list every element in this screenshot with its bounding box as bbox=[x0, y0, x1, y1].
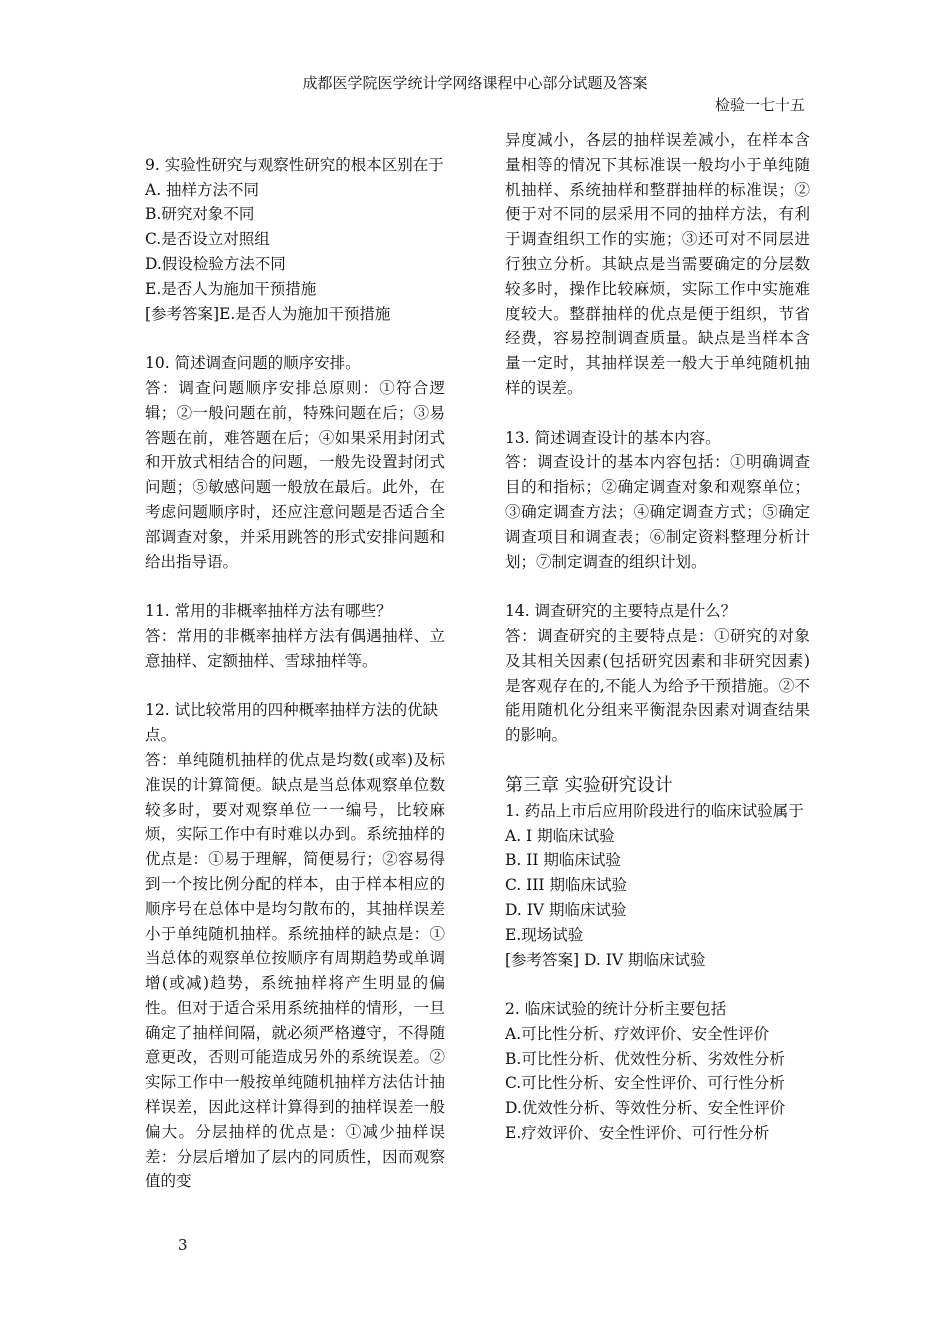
question-text: 2. 临床试验的统计分析主要包括 bbox=[505, 1000, 727, 1019]
option-e: E.现场试验 bbox=[505, 925, 584, 944]
answer-text: 答：调查研究的主要特点是：①研究的对象及其相关因素(包括研究因素和非研究因素)是客观存在的,不能人为给予干预措施。②不能用随机化分组来平衡混杂因素对调查结果的影响。 bbox=[505, 626, 810, 745]
question-text: 9. 实验性研究与观察性研究的根本区别在于 bbox=[145, 155, 444, 174]
question-text: 11. 常用的非概率抽样方法有哪些？ bbox=[145, 602, 392, 621]
answer-text: 答：单纯随机抽样的优点是均数(或率)及标准误的计算简便。缺点是当总体观察单位数较多时，要对观察单位一一编号，比较麻烦，实际工作中有时难以办到。系统抽样的优点是：①易于理解，简便易行；②容易得到一个按比例分配的样本，由于样本相应的顺序号在总体中是均匀散布的，其抽样误差小于单纯随机抽样。系统抽样的缺点是：①当总体的观察单位按顺序有周期趋势或单调增(或减)趋势，系统抽样将产生明显的偏性。但对于适合采用系统抽样的情形，一旦确定了抽样间隔，就必须严格遵守，不得随意更改，否则可能造成另外的系统误差。②实际工作中一般按单纯随机抽样方法估计抽样误差，因此这样计算得到的抽样误差一般偏大。分层抽样的优点是：①减少抽样误差：分层后增加了层内的同质性，因而观察值的变 bbox=[145, 750, 445, 1191]
question-10 bbox=[145, 351, 445, 574]
question-12 bbox=[145, 698, 445, 1194]
question-9 bbox=[145, 153, 445, 327]
option-e: E.疗效评价、安全性评价、可行性分析 bbox=[505, 1124, 770, 1143]
answer-text: 答：调查设计的基本内容包括：①明确调查目的和指标；②确定调查对象和观察单位；③确定调查方法；④确定调查方式；⑤确定调查项目和调查表；⑥制定资料整理分析计划；⑦制定调查的组织计划。 bbox=[505, 453, 810, 571]
chapter-heading: 第三章 实验研究设计 bbox=[505, 774, 673, 796]
option-b: B. II 期临床试验 bbox=[505, 851, 621, 870]
reference-answer: [参考答案]E.是否人为施加干预措施 bbox=[145, 304, 391, 323]
option-d: D.假设检验方法不同 bbox=[145, 254, 286, 273]
question-text: 14. 调查研究的主要特点是什么？ bbox=[505, 602, 737, 621]
option-b: B.可比性分析、优效性分析、劣效性分析 bbox=[505, 1049, 785, 1068]
question-text: 10. 简述调查问题的顺序安排。 bbox=[145, 354, 361, 373]
reference-answer: [参考答案] D. IV 期临床试验 bbox=[505, 950, 706, 969]
question-text: 13. 简述调查设计的基本内容。 bbox=[505, 428, 721, 447]
answer-text: 异度减小，各层的抽样误差减小，在样本含量相等的情况下其标准误一般均小于单纯随机抽样、系统抽样和整群抽样的标准误；②便于对不同的层采用不同的抽样方法，有利于调查组织工作的实施；③还可对不同层进行独立分析。其缺点是当需要确定的分层数较多时，操作比较麻烦，实际工作中实施难度较大。整群抽样的优点是便于组织，节省经费，容易控制调查质量。缺点是当样本含量一定时，其抽样误差一般大于单纯随机抽样的误差。 bbox=[505, 131, 810, 397]
option-e: E.是否人为施加干预措施 bbox=[145, 279, 317, 298]
chapter3-question-1 bbox=[505, 799, 810, 973]
page-header-subtitle: 检验一七十五 bbox=[714, 96, 805, 114]
option-c: C. III 期临床试验 bbox=[505, 876, 627, 895]
option-a: A.可比性分析、疗效评价、安全性评价 bbox=[505, 1024, 770, 1043]
answer-text: 答：常用的非概率抽样方法有偶遇抽样、立意抽样、定额抽样、雪球抽样等。 bbox=[145, 626, 445, 670]
question-text: 12. 试比较常用的四种概率抽样方法的优缺点。 bbox=[145, 701, 439, 745]
option-a: A. 抽样方法不同 bbox=[145, 180, 260, 199]
option-d: D. IV 期临床试验 bbox=[505, 900, 627, 919]
question-14 bbox=[505, 599, 810, 748]
page-header-title: 成都医学院医学统计学网络课程中心部分试题及答案 bbox=[302, 74, 648, 92]
answer-text: 答：调查问题顺序安排总原则：①符合逻辑；②一般问题在前，特殊问题在后；③易答题在前，难答题在后；④如果采用封闭式和开放式相结合的问题，一般先设置封闭式问题；⑤敏感问题一般放在最后。此外，在考虑问题顺序时，还应注意问题是否适合全部调查对象，并采用跳答的形式安排问题和给出指导语。 bbox=[145, 378, 445, 571]
option-b: B.研究对象不同 bbox=[145, 205, 255, 224]
option-c: C.是否设立对照组 bbox=[145, 230, 270, 249]
question-13 bbox=[505, 426, 810, 575]
page-number: 3 bbox=[178, 1236, 188, 1254]
option-a: A. I 期临床试验 bbox=[505, 826, 615, 845]
question-11 bbox=[145, 599, 445, 673]
right-column bbox=[505, 128, 810, 1171]
chapter3-question-2 bbox=[505, 997, 810, 1146]
option-d: D.优效性分析、等效性分析、安全性评价 bbox=[505, 1099, 786, 1118]
left-column bbox=[145, 128, 445, 1219]
option-c: C.可比性分析、安全性评价、可行性分析 bbox=[505, 1074, 785, 1093]
question-text: 1. 药品上市后应用阶段进行的临床试验属于 bbox=[505, 801, 804, 820]
question-12-continued bbox=[505, 128, 810, 401]
